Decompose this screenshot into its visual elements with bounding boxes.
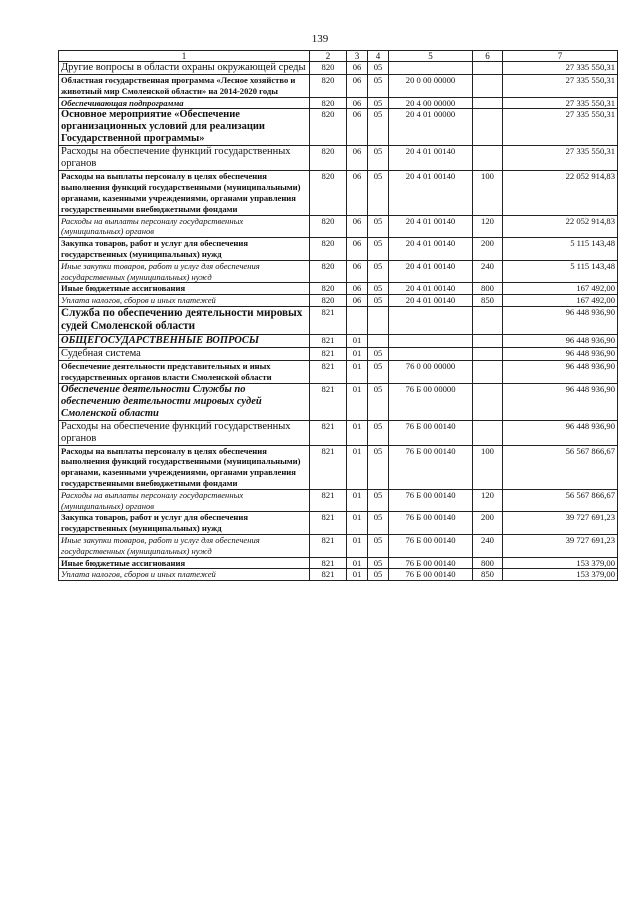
target-article-cell [389,306,473,334]
subsection-code-cell [368,334,389,347]
column-header: 4 [368,51,389,62]
expense-type-cell: 850 [473,295,503,307]
target-article-cell: 76 Б 00 00000 [389,383,473,420]
expense-type-cell: 100 [473,445,503,489]
table-row [59,512,618,535]
target-article-cell: 76 Б 00 00140 [389,534,473,557]
target-article-cell: 20 4 01 00000 [389,109,473,146]
expense-type-cell: 240 [473,534,503,557]
item-name-cell: Обеспечение деятельности Службы по обеспечению деятельности мировых судей Смоленской области [59,383,310,420]
subsection-code-cell: 05 [368,383,389,420]
item-name-cell: Расходы на выплаты персоналу государственных (муниципальных) органов [59,215,310,238]
table-row [59,347,618,360]
amount-cell: 96 448 936,90 [503,334,618,347]
expense-type-cell [473,360,503,383]
table-row [59,62,618,75]
section-code-cell: 06 [347,62,368,75]
subsection-code-cell: 05 [368,569,389,581]
subsection-code-cell: 05 [368,360,389,383]
section-code-cell: 01 [347,347,368,360]
item-name-cell: Расходы на выплаты персоналу государственных (муниципальных) органов [59,489,310,512]
target-article-cell: 20 4 01 00140 [389,146,473,171]
admin-code-cell: 821 [310,569,347,581]
expense-type-cell: 800 [473,283,503,295]
section-code-cell: 06 [347,260,368,283]
subsection-code-cell: 05 [368,295,389,307]
amount-cell: 27 335 550,31 [503,75,618,98]
admin-code-cell: 820 [310,295,347,307]
subsection-code-cell: 05 [368,283,389,295]
amount-cell: 96 448 936,90 [503,360,618,383]
item-name-cell: Основное мероприятие «Обеспечение организационных условий для реализации Государственной программы» [59,109,310,146]
amount-cell: 96 448 936,90 [503,420,618,445]
table-row [59,569,618,581]
table-row [59,97,618,109]
amount-cell: 96 448 936,90 [503,383,618,420]
admin-code-cell: 821 [310,347,347,360]
section-code-cell: 01 [347,360,368,383]
admin-code-cell: 821 [310,306,347,334]
item-name-cell: Закупка товаров, работ и услуг для обеспечения государственных (муниципальных) нужд [59,238,310,261]
expense-type-cell [473,75,503,98]
item-name-cell: Иные бюджетные ассигнования [59,283,310,295]
section-code-cell: 06 [347,283,368,295]
item-name-cell: Расходы на выплаты персоналу в целях обеспечения выполнения функций государственными (муниципальными) органами, казенными учреждениями, органами управления государственными внебюджетными фондами [59,445,310,489]
subsection-code-cell: 05 [368,97,389,109]
table-row [59,146,618,171]
admin-code-cell: 820 [310,238,347,261]
expense-type-cell [473,62,503,75]
admin-code-cell: 821 [310,334,347,347]
table-row [59,445,618,489]
expense-type-cell [473,97,503,109]
target-article-cell: 20 4 01 00140 [389,215,473,238]
table-row [59,334,618,347]
subsection-code-cell: 05 [368,557,389,569]
target-article-cell: 20 4 01 00140 [389,238,473,261]
target-article-cell: 76 Б 00 00140 [389,557,473,569]
target-article-cell: 20 0 00 00000 [389,75,473,98]
column-header: 7 [503,51,618,62]
subsection-code-cell [368,306,389,334]
target-article-cell [389,347,473,360]
subsection-code-cell: 05 [368,215,389,238]
target-article-cell: 76 Б 00 00140 [389,512,473,535]
column-header: 6 [473,51,503,62]
section-code-cell: 06 [347,215,368,238]
admin-code-cell: 821 [310,512,347,535]
table-row [59,557,618,569]
expense-type-cell [473,306,503,334]
amount-cell: 5 115 143,48 [503,238,618,261]
admin-code-cell: 820 [310,260,347,283]
target-article-cell [389,334,473,347]
amount-cell: 39 727 691,23 [503,512,618,535]
item-name-cell: Иные бюджетные ассигнования [59,557,310,569]
target-article-cell: 76 0 00 00000 [389,360,473,383]
table-row [59,260,618,283]
amount-cell: 22 052 914,83 [503,171,618,215]
admin-code-cell: 821 [310,445,347,489]
item-name-cell: Судебная система [59,347,310,360]
amount-cell: 56 567 866,67 [503,489,618,512]
admin-code-cell: 821 [310,557,347,569]
item-name-cell: Обеспечивающая подпрограмма [59,97,310,109]
amount-cell: 56 567 866,67 [503,445,618,489]
target-article-cell: 20 4 01 00140 [389,295,473,307]
admin-code-cell: 820 [310,109,347,146]
subsection-code-cell: 05 [368,171,389,215]
section-code-cell: 01 [347,489,368,512]
section-code-cell: 06 [347,146,368,171]
table-row [59,360,618,383]
section-code-cell: 01 [347,512,368,535]
amount-cell: 153 379,00 [503,569,618,581]
table-row [59,383,618,420]
column-header: 5 [389,51,473,62]
table-row [59,420,618,445]
expense-type-cell: 120 [473,215,503,238]
section-code-cell [347,306,368,334]
item-name-cell: Обеспечение деятельности представительных и иных государственных органов власти Смоленской области [59,360,310,383]
amount-cell: 153 379,00 [503,557,618,569]
subsection-code-cell: 05 [368,146,389,171]
admin-code-cell: 820 [310,283,347,295]
admin-code-cell: 820 [310,146,347,171]
amount-cell: 27 335 550,31 [503,97,618,109]
subsection-code-cell: 05 [368,512,389,535]
subsection-code-cell: 05 [368,238,389,261]
section-code-cell: 06 [347,75,368,98]
amount-cell: 167 492,00 [503,283,618,295]
item-name-cell: Расходы на обеспечение функций государственных органов [59,146,310,171]
expense-type-cell [473,347,503,360]
column-header: 3 [347,51,368,62]
expense-type-cell: 240 [473,260,503,283]
budget-table [58,50,618,581]
item-name-cell: Расходы на выплаты персоналу в целях обеспечения выполнения функций государственными (муниципальными) органами, казенными учреждениями, органами управления государственными внебюджетными фондами [59,171,310,215]
expense-type-cell [473,420,503,445]
table-row [59,75,618,98]
amount-cell: 27 335 550,31 [503,62,618,75]
subsection-code-cell: 05 [368,489,389,512]
section-code-cell: 01 [347,557,368,569]
admin-code-cell: 820 [310,97,347,109]
section-code-cell: 06 [347,238,368,261]
section-code-cell: 06 [347,295,368,307]
subsection-code-cell: 05 [368,75,389,98]
section-code-cell: 01 [347,445,368,489]
subsection-code-cell: 05 [368,445,389,489]
item-name-cell: Иные закупки товаров, работ и услуг для обеспечения государственных (муниципальных) нужд [59,260,310,283]
subsection-code-cell: 05 [368,420,389,445]
column-header: 2 [310,51,347,62]
table-row [59,215,618,238]
table-row [59,489,618,512]
admin-code-cell: 820 [310,75,347,98]
expense-type-cell: 850 [473,569,503,581]
page-number: 139 [311,33,329,45]
amount-cell: 96 448 936,90 [503,306,618,334]
subsection-code-cell: 05 [368,62,389,75]
item-name-cell: Другие вопросы в области охраны окружающей среды [59,62,310,75]
admin-code-cell: 821 [310,420,347,445]
item-name-cell: Расходы на обеспечение функций государственных органов [59,420,310,445]
column-header-row [59,51,618,62]
amount-cell: 167 492,00 [503,295,618,307]
column-header: 1 [59,51,310,62]
expense-type-cell [473,383,503,420]
amount-cell: 39 727 691,23 [503,534,618,557]
target-article-cell: 20 4 00 00000 [389,97,473,109]
subsection-code-cell: 05 [368,534,389,557]
target-article-cell: 20 4 01 00140 [389,260,473,283]
target-article-cell: 76 Б 00 00140 [389,489,473,512]
target-article-cell: 20 4 01 00140 [389,283,473,295]
target-article-cell: 20 4 01 00140 [389,171,473,215]
admin-code-cell: 820 [310,62,347,75]
expense-type-cell: 200 [473,238,503,261]
table-row [59,306,618,334]
item-name-cell: Служба по обеспечению деятельности мировых судей Смоленской области [59,306,310,334]
item-name-cell: Уплата налогов, сборов и иных платежей [59,295,310,307]
admin-code-cell: 820 [310,215,347,238]
admin-code-cell: 821 [310,360,347,383]
table-row [59,109,618,146]
expense-type-cell [473,334,503,347]
subsection-code-cell: 05 [368,347,389,360]
table-row [59,171,618,215]
expense-type-cell: 120 [473,489,503,512]
section-code-cell: 01 [347,569,368,581]
item-name-cell: Иные закупки товаров, работ и услуг для обеспечения государственных (муниципальных) нужд [59,534,310,557]
amount-cell: 22 052 914,83 [503,215,618,238]
target-article-cell: 76 Б 00 00140 [389,445,473,489]
table-row [59,534,618,557]
section-code-cell: 01 [347,534,368,557]
table-row [59,295,618,307]
admin-code-cell: 820 [310,171,347,215]
section-code-cell: 01 [347,334,368,347]
expense-type-cell: 200 [473,512,503,535]
expense-type-cell [473,146,503,171]
section-code-cell: 01 [347,383,368,420]
admin-code-cell: 821 [310,489,347,512]
target-article-cell: 76 Б 00 00140 [389,420,473,445]
expense-type-cell: 800 [473,557,503,569]
subsection-code-cell: 05 [368,260,389,283]
section-code-cell: 06 [347,97,368,109]
subsection-code-cell: 05 [368,109,389,146]
section-code-cell: 06 [347,171,368,215]
section-code-cell: 01 [347,420,368,445]
expense-type-cell [473,109,503,146]
item-name-cell: Областная государственная программа «Лесное хозяйство и животный мир Смоленской области» на 2014-2020 годы [59,75,310,98]
item-name-cell: Уплата налогов, сборов и иных платежей [59,569,310,581]
table-row [59,238,618,261]
amount-cell: 27 335 550,31 [503,109,618,146]
amount-cell: 27 335 550,31 [503,146,618,171]
expense-type-cell: 100 [473,171,503,215]
section-code-cell: 06 [347,109,368,146]
amount-cell: 96 448 936,90 [503,347,618,360]
table-row [59,283,618,295]
admin-code-cell: 821 [310,383,347,420]
amount-cell: 5 115 143,48 [503,260,618,283]
target-article-cell [389,62,473,75]
admin-code-cell: 821 [310,534,347,557]
target-article-cell: 76 Б 00 00140 [389,569,473,581]
item-name-cell: ОБЩЕГОСУДАРСТВЕННЫЕ ВОПРОСЫ [59,334,310,347]
item-name-cell: Закупка товаров, работ и услуг для обеспечения государственных (муниципальных) нужд [59,512,310,535]
